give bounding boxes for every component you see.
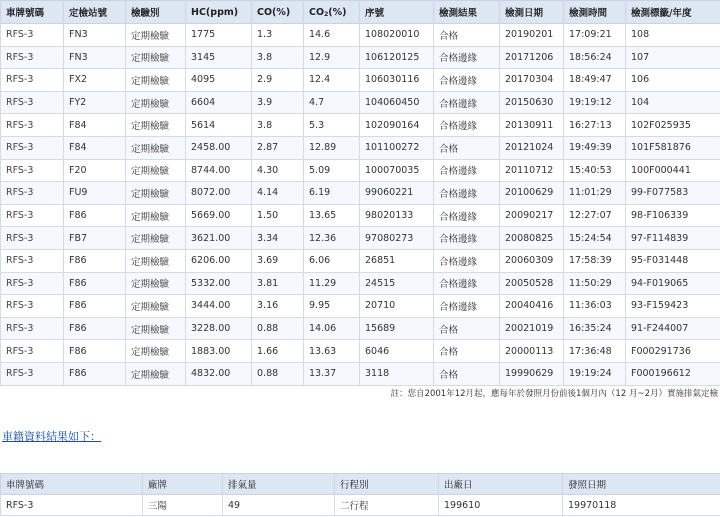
cell-co: 3.69	[252, 249, 304, 272]
cell-plate: RFS-3	[1, 295, 64, 318]
cell-plate: RFS-3	[1, 272, 64, 295]
header-type: 檢驗別	[126, 1, 186, 24]
cell-hc: 4832.00	[186, 362, 252, 385]
reg-plate: RFS-3	[1, 495, 143, 516]
cell-hc: 3621.00	[186, 227, 252, 250]
cell-station: F86	[64, 204, 126, 227]
reg-header-plate: 車牌號碼	[1, 474, 143, 495]
cell-time: 15:40:53	[564, 159, 626, 182]
cell-hc: 3145	[186, 46, 252, 69]
cell-station: F86	[64, 317, 126, 340]
cell-time: 11:01:29	[564, 182, 626, 205]
cell-plate: RFS-3	[1, 159, 64, 182]
cell-co2: 11.29	[304, 272, 360, 295]
header-result: 檢測結果	[434, 1, 500, 24]
cell-serial: 100070035	[360, 159, 434, 182]
cell-serial: 3118	[360, 362, 434, 385]
cell-station: FU9	[64, 182, 126, 205]
cell-label: 95-F031448	[626, 249, 720, 272]
cell-type: 定期檢驗	[126, 182, 186, 205]
cell-type: 定期檢驗	[126, 24, 186, 47]
cell-date: 20171206	[500, 46, 564, 69]
cell-type: 定期檢驗	[126, 69, 186, 92]
table-row	[1, 249, 720, 272]
cell-label: 99-F077583	[626, 182, 720, 205]
cell-result: 合格邊緣	[434, 159, 500, 182]
cell-co: 0.88	[252, 317, 304, 340]
cell-time: 17:09:21	[564, 24, 626, 47]
cell-time: 19:19:24	[564, 362, 626, 385]
cell-serial: 101100272	[360, 136, 434, 159]
cell-result: 合格邊緣	[434, 46, 500, 69]
header-hc: HC(ppm)	[186, 1, 252, 24]
cell-time: 18:56:24	[564, 46, 626, 69]
cell-plate: RFS-3	[1, 317, 64, 340]
cell-serial: 106120125	[360, 46, 434, 69]
cell-label: 94-F019065	[626, 272, 720, 295]
cell-type: 定期檢驗	[126, 272, 186, 295]
cell-co2: 13.37	[304, 362, 360, 385]
header-label: 檢測標籤/年度	[626, 1, 720, 24]
inspection-table-body	[1, 24, 720, 386]
cell-time: 12:27:07	[564, 204, 626, 227]
cell-label: 108	[626, 24, 720, 47]
cell-label: 107	[626, 46, 720, 69]
cell-serial: 6046	[360, 340, 434, 363]
header-time: 檢測時間	[564, 1, 626, 24]
cell-date: 20110712	[500, 159, 564, 182]
cell-result: 合格	[434, 340, 500, 363]
cell-station: F84	[64, 136, 126, 159]
cell-plate: RFS-3	[1, 362, 64, 385]
cell-date: 20000113	[500, 340, 564, 363]
cell-time: 17:58:39	[564, 249, 626, 272]
cell-co2: 9.95	[304, 295, 360, 318]
reg-stroke: 二行程	[335, 495, 439, 516]
cell-serial: 108020010	[360, 24, 434, 47]
table-row	[1, 91, 720, 114]
cell-co: 3.8	[252, 46, 304, 69]
cell-co2: 4.7	[304, 91, 360, 114]
cell-co: 4.14	[252, 182, 304, 205]
reg-header-manufacture: 出廠日	[439, 474, 563, 495]
cell-type: 定期檢驗	[126, 362, 186, 385]
cell-co: 3.9	[252, 91, 304, 114]
cell-station: F86	[64, 272, 126, 295]
cell-co: 3.8	[252, 114, 304, 137]
cell-station: FX2	[64, 69, 126, 92]
cell-co: 2.87	[252, 136, 304, 159]
registration-section-title: 車籍資料結果如下：	[2, 430, 101, 443]
cell-co2: 12.4	[304, 69, 360, 92]
cell-label: F000196612	[626, 362, 720, 385]
cell-label: 102F025935	[626, 114, 720, 137]
cell-plate: RFS-3	[1, 46, 64, 69]
inspection-note: 註：您自2001年12月起，應每年於發照月份前後1個月內（12 月~2月）實施排氣定檢	[390, 389, 718, 399]
cell-co: 4.30	[252, 159, 304, 182]
cell-plate: RFS-3	[1, 69, 64, 92]
cell-serial: 20710	[360, 295, 434, 318]
registration-table	[0, 473, 720, 516]
cell-serial: 15689	[360, 317, 434, 340]
cell-type: 定期檢驗	[126, 340, 186, 363]
header-date: 檢測日期	[500, 1, 564, 24]
cell-hc: 6206.00	[186, 249, 252, 272]
cell-serial: 24515	[360, 272, 434, 295]
cell-date: 20170304	[500, 69, 564, 92]
cell-time: 15:24:54	[564, 227, 626, 250]
cell-serial: 97080273	[360, 227, 434, 250]
cell-date: 20090217	[500, 204, 564, 227]
cell-type: 定期檢驗	[126, 249, 186, 272]
cell-plate: RFS-3	[1, 182, 64, 205]
cell-hc: 8072.00	[186, 182, 252, 205]
cell-type: 定期檢驗	[126, 46, 186, 69]
cell-serial: 26851	[360, 249, 434, 272]
cell-time: 17:36:48	[564, 340, 626, 363]
header-co2-suffix: (%)	[328, 6, 347, 18]
cell-station: FN3	[64, 24, 126, 47]
header-plate: 車牌號碼	[1, 1, 64, 24]
table-row	[1, 159, 720, 182]
cell-serial: 104060450	[360, 91, 434, 114]
cell-time: 16:35:24	[564, 317, 626, 340]
cell-type: 定期檢驗	[126, 295, 186, 318]
cell-label: 101F581876	[626, 136, 720, 159]
cell-date: 20050528	[500, 272, 564, 295]
cell-time: 11:50:29	[564, 272, 626, 295]
cell-type: 定期檢驗	[126, 204, 186, 227]
cell-serial: 98020133	[360, 204, 434, 227]
cell-station: F86	[64, 249, 126, 272]
cell-plate: RFS-3	[1, 249, 64, 272]
table-row	[1, 136, 720, 159]
cell-date: 20080825	[500, 227, 564, 250]
cell-station: F84	[64, 114, 126, 137]
cell-hc: 4095	[186, 69, 252, 92]
cell-type: 定期檢驗	[126, 159, 186, 182]
cell-serial: 102090164	[360, 114, 434, 137]
cell-co: 2.9	[252, 69, 304, 92]
cell-date: 20150630	[500, 91, 564, 114]
cell-station: F20	[64, 159, 126, 182]
cell-hc: 2458.00	[186, 136, 252, 159]
cell-plate: RFS-3	[1, 24, 64, 47]
cell-co2: 6.19	[304, 182, 360, 205]
cell-hc: 5614	[186, 114, 252, 137]
cell-co: 3.16	[252, 295, 304, 318]
inspection-header-row	[1, 1, 720, 24]
cell-time: 18:49:47	[564, 69, 626, 92]
cell-co2: 6.06	[304, 249, 360, 272]
reg-header-brand: 廠牌	[143, 474, 223, 495]
cell-type: 定期檢驗	[126, 91, 186, 114]
cell-station: F86	[64, 295, 126, 318]
cell-label: 106	[626, 69, 720, 92]
cell-label: 98-F106339	[626, 204, 720, 227]
cell-date: 19990629	[500, 362, 564, 385]
cell-hc: 6604	[186, 91, 252, 114]
cell-co: 1.50	[252, 204, 304, 227]
cell-label: 104	[626, 91, 720, 114]
table-row	[1, 182, 720, 205]
table-row	[1, 24, 720, 47]
cell-result: 合格邊緣	[434, 204, 500, 227]
table-row	[1, 340, 720, 363]
reg-manufacture: 199610	[439, 495, 563, 516]
cell-date: 20190201	[500, 24, 564, 47]
table-row	[1, 295, 720, 318]
cell-type: 定期檢驗	[126, 136, 186, 159]
cell-result: 合格邊緣	[434, 295, 500, 318]
reg-header-issue: 發照日期	[563, 474, 720, 495]
reg-header-displacement: 排氣量	[223, 474, 335, 495]
cell-serial: 99060221	[360, 182, 434, 205]
cell-co2: 12.89	[304, 136, 360, 159]
cell-plate: RFS-3	[1, 91, 64, 114]
cell-result: 合格邊緣	[434, 114, 500, 137]
cell-co: 1.3	[252, 24, 304, 47]
cell-hc: 1775	[186, 24, 252, 47]
cell-serial: 106030116	[360, 69, 434, 92]
table-row	[1, 272, 720, 295]
table-row	[1, 317, 720, 340]
cell-plate: RFS-3	[1, 227, 64, 250]
cell-result: 合格邊緣	[434, 227, 500, 250]
cell-result: 合格邊緣	[434, 182, 500, 205]
table-row	[1, 204, 720, 227]
cell-result: 合格邊緣	[434, 91, 500, 114]
cell-station: F86	[64, 362, 126, 385]
reg-displacement: 49	[223, 495, 335, 516]
cell-result: 合格	[434, 317, 500, 340]
cell-result: 合格邊緣	[434, 272, 500, 295]
cell-station: FN3	[64, 46, 126, 69]
cell-type: 定期檢驗	[126, 114, 186, 137]
cell-plate: RFS-3	[1, 204, 64, 227]
cell-result: 合格邊緣	[434, 249, 500, 272]
cell-hc: 5669.00	[186, 204, 252, 227]
cell-type: 定期檢驗	[126, 317, 186, 340]
cell-co2: 5.3	[304, 114, 360, 137]
table-row	[1, 114, 720, 137]
cell-label: 97-F114839	[626, 227, 720, 250]
cell-time: 19:19:12	[564, 91, 626, 114]
cell-co2: 13.63	[304, 340, 360, 363]
registration-row	[1, 495, 720, 516]
cell-co: 3.81	[252, 272, 304, 295]
cell-result: 合格	[434, 362, 500, 385]
cell-date: 20100629	[500, 182, 564, 205]
cell-time: 16:27:13	[564, 114, 626, 137]
cell-time: 19:49:39	[564, 136, 626, 159]
cell-date: 20060309	[500, 249, 564, 272]
cell-date: 20130911	[500, 114, 564, 137]
header-co2-prefix: CO	[309, 6, 325, 18]
cell-label: 100F000441	[626, 159, 720, 182]
cell-co2: 14.6	[304, 24, 360, 47]
header-co2	[304, 1, 360, 24]
cell-label: 93-F159423	[626, 295, 720, 318]
cell-date: 20021019	[500, 317, 564, 340]
cell-date: 20121024	[500, 136, 564, 159]
cell-plate: RFS-3	[1, 340, 64, 363]
cell-co2: 12.36	[304, 227, 360, 250]
header-serial: 序號	[360, 1, 434, 24]
registration-header-row	[1, 474, 720, 495]
cell-co: 0.88	[252, 362, 304, 385]
reg-header-stroke: 行程別	[335, 474, 439, 495]
cell-date: 20040416	[500, 295, 564, 318]
header-co: CO(%)	[252, 1, 304, 24]
cell-result: 合格	[434, 136, 500, 159]
cell-co2: 14.06	[304, 317, 360, 340]
cell-type: 定期檢驗	[126, 227, 186, 250]
cell-plate: RFS-3	[1, 114, 64, 137]
cell-result: 合格邊緣	[434, 69, 500, 92]
cell-co: 3.34	[252, 227, 304, 250]
table-row	[1, 69, 720, 92]
reg-brand: 三陽	[143, 495, 223, 516]
cell-plate: RFS-3	[1, 136, 64, 159]
cell-hc: 5332.00	[186, 272, 252, 295]
cell-label: 91-F244007	[626, 317, 720, 340]
table-row	[1, 46, 720, 69]
cell-co2: 13.65	[304, 204, 360, 227]
cell-result: 合格	[434, 24, 500, 47]
cell-station: FY2	[64, 91, 126, 114]
cell-station: FB7	[64, 227, 126, 250]
cell-hc: 1883.00	[186, 340, 252, 363]
table-row	[1, 227, 720, 250]
cell-co2: 5.09	[304, 159, 360, 182]
cell-station: F86	[64, 340, 126, 363]
cell-hc: 8744.00	[186, 159, 252, 182]
header-co2-subscript: 2	[324, 10, 329, 18]
header-station: 定檢站號	[64, 1, 126, 24]
cell-co2: 12.9	[304, 46, 360, 69]
cell-co: 1.66	[252, 340, 304, 363]
cell-time: 11:36:03	[564, 295, 626, 318]
cell-hc: 3444.00	[186, 295, 252, 318]
reg-issue: 19970118	[563, 495, 720, 516]
table-row	[1, 362, 720, 385]
cell-label: F000291736	[626, 340, 720, 363]
cell-hc: 3228.00	[186, 317, 252, 340]
